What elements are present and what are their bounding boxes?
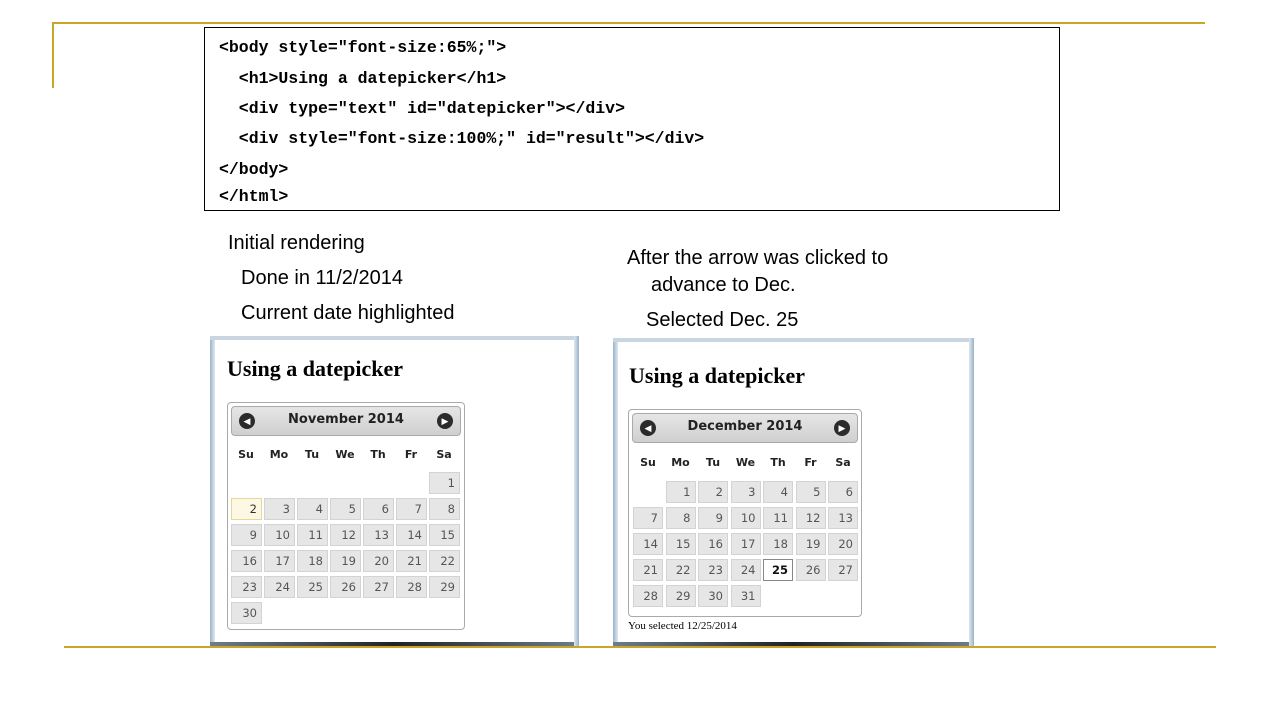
weekday-header: Th [370, 448, 386, 461]
day-cell[interactable]: 11 [763, 507, 793, 529]
day-cell[interactable]: 30 [231, 602, 262, 624]
day-cell[interactable]: 7 [396, 498, 427, 520]
datepicker-widget [628, 409, 862, 617]
code-line: <h1>Using a datepicker</h1> [219, 69, 507, 88]
day-cell[interactable]: 4 [297, 498, 328, 520]
prev-month-icon[interactable]: ◀ [640, 420, 656, 436]
day-cell[interactable]: 29 [429, 576, 460, 598]
weekday-header: We [335, 448, 355, 461]
day-cell[interactable]: 8 [666, 507, 696, 529]
top-accent-line [54, 22, 1205, 24]
day-cell[interactable]: 24 [731, 559, 761, 581]
day-cell[interactable]: 5 [796, 481, 826, 503]
left-accent-line [52, 22, 54, 88]
weekday-header: Sa [835, 456, 851, 469]
day-cell[interactable]: 26 [330, 576, 361, 598]
code-line: <body style="font-size:65%;"> [219, 38, 507, 57]
day-cell[interactable]: 13 [828, 507, 858, 529]
caption-initial-rendering: Initial rendering [228, 232, 365, 254]
next-month-icon[interactable]: ▶ [834, 420, 850, 436]
weekday-header: Tu [705, 456, 721, 469]
day-cell[interactable]: 22 [666, 559, 696, 581]
window-top-edge [210, 336, 579, 340]
datepicker-header [231, 406, 461, 436]
screenshot-december [613, 338, 974, 646]
day-cell[interactable]: 20 [363, 550, 394, 572]
day-cell[interactable]: 5 [330, 498, 361, 520]
selected-date-result: You selected 12/25/2014 [628, 620, 737, 632]
code-line: <div type="text" id="datepicker"></div> [219, 99, 625, 118]
day-cell[interactable]: 28 [633, 585, 663, 607]
day-cell[interactable]: 2 [231, 498, 262, 520]
day-cell[interactable]: 29 [666, 585, 696, 607]
day-cell[interactable]: 8 [429, 498, 460, 520]
window-bottom-edge [210, 642, 579, 646]
day-cell[interactable]: 12 [330, 524, 361, 546]
month-title: November 2014 [288, 412, 404, 427]
weekday-header: Mo [269, 448, 289, 461]
day-cell[interactable]: 20 [828, 533, 858, 555]
day-cell[interactable]: 17 [264, 550, 295, 572]
weekday-header: Mo [671, 456, 690, 469]
datepicker-widget [227, 402, 465, 630]
caption-arrow-clicked: After the arrow was clicked to [627, 247, 889, 269]
window-bottom-edge [613, 642, 974, 646]
day-cell[interactable]: 28 [396, 576, 427, 598]
day-cell[interactable]: 27 [363, 576, 394, 598]
day-cell[interactable]: 21 [396, 550, 427, 572]
window-top-edge [613, 338, 974, 342]
day-cell[interactable]: 2 [698, 481, 728, 503]
day-cell[interactable]: 1 [666, 481, 696, 503]
day-cell[interactable]: 17 [731, 533, 761, 555]
day-cell[interactable]: 12 [796, 507, 826, 529]
prev-month-icon[interactable]: ◀ [239, 413, 255, 429]
day-cell[interactable]: 7 [633, 507, 663, 529]
day-cell[interactable]: 4 [763, 481, 793, 503]
code-snippet-box [204, 27, 1060, 211]
weekday-header: Fr [404, 448, 418, 461]
day-cell[interactable]: 16 [231, 550, 262, 572]
day-cell[interactable]: 26 [796, 559, 826, 581]
day-cell[interactable]: 16 [698, 533, 728, 555]
day-cell[interactable]: 15 [429, 524, 460, 546]
weekday-header: Su [640, 456, 656, 469]
page-heading: Using a datepicker [227, 356, 403, 381]
day-cell[interactable]: 27 [828, 559, 858, 581]
code-line: </html> [219, 187, 289, 206]
datepicker-header [632, 413, 858, 443]
day-cell[interactable]: 3 [264, 498, 295, 520]
day-cell[interactable]: 25 [297, 576, 328, 598]
day-cell[interactable]: 19 [796, 533, 826, 555]
day-cell[interactable]: 11 [297, 524, 328, 546]
day-cell[interactable]: 19 [330, 550, 361, 572]
day-cell[interactable]: 10 [264, 524, 295, 546]
day-cell[interactable]: 23 [698, 559, 728, 581]
caption-selected-dec: Selected Dec. 25 [646, 309, 799, 331]
weekday-header: Th [770, 456, 786, 469]
code-line: </body> [219, 160, 289, 179]
day-cell[interactable]: 14 [633, 533, 663, 555]
day-cell[interactable]: 14 [396, 524, 427, 546]
day-cell[interactable]: 30 [698, 585, 728, 607]
code-line: <div style="font-size:100%;" id="result"></div> [219, 129, 705, 148]
day-cell[interactable]: 24 [264, 576, 295, 598]
caption-done-date: Done in 11/2/2014 [241, 267, 403, 289]
caption-current-date: Current date highlighted [241, 302, 455, 324]
day-cell[interactable]: 13 [363, 524, 394, 546]
page-heading: Using a datepicker [629, 363, 805, 388]
screenshot-initial [210, 336, 579, 646]
day-cell[interactable]: 18 [297, 550, 328, 572]
day-cell[interactable]: 6 [828, 481, 858, 503]
weekday-header: We [735, 456, 756, 469]
day-cell[interactable]: 25 [763, 559, 793, 581]
day-cell[interactable]: 9 [231, 524, 262, 546]
day-cell[interactable]: 31 [731, 585, 761, 607]
day-cell[interactable]: 3 [731, 481, 761, 503]
day-cell[interactable]: 18 [763, 533, 793, 555]
weekday-header: Tu [304, 448, 320, 461]
day-cell[interactable]: 22 [429, 550, 460, 572]
day-cell[interactable]: 21 [633, 559, 663, 581]
caption-advance-dec: advance to Dec. [651, 274, 796, 296]
weekday-header: Sa [436, 448, 452, 461]
weekday-header: Fr [804, 456, 817, 469]
day-cell[interactable]: 9 [698, 507, 728, 529]
day-cell[interactable]: 10 [731, 507, 761, 529]
month-title: December 2014 [687, 419, 803, 434]
next-month-icon[interactable]: ▶ [437, 413, 453, 429]
weekday-header: Su [238, 448, 254, 461]
day-cell[interactable]: 15 [666, 533, 696, 555]
day-cell[interactable]: 1 [429, 472, 460, 494]
day-cell[interactable]: 23 [231, 576, 262, 598]
bottom-accent-line [64, 646, 1216, 648]
day-cell[interactable]: 6 [363, 498, 394, 520]
